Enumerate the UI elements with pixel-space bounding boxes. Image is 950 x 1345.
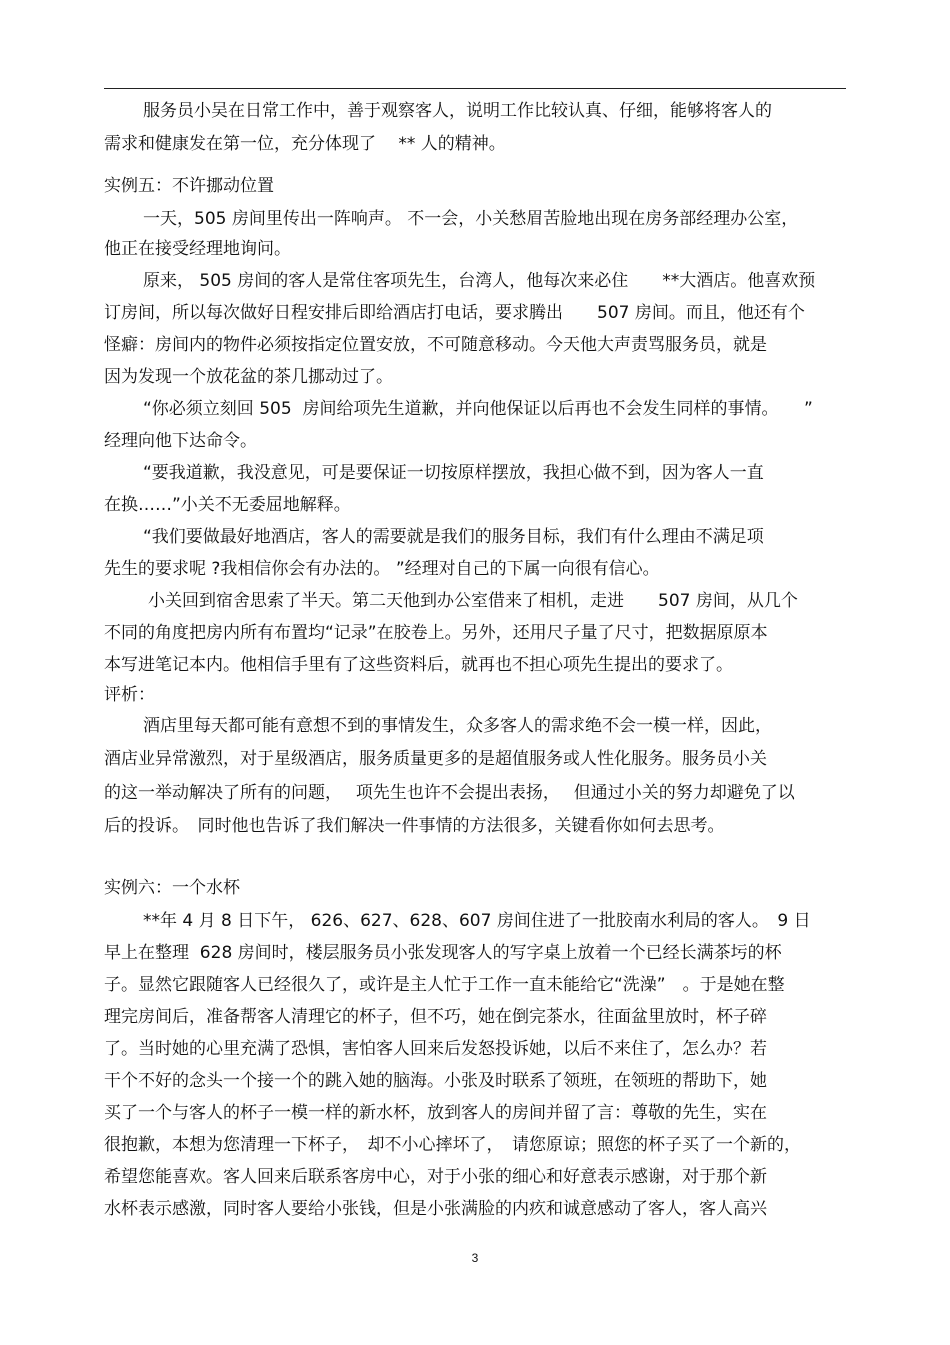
text-line: 的这一举动解决了所有的问题， 项先生也许不会提出表扬， 但通过小关的努力却避免了以 [104, 783, 795, 803]
text-line: 服务员小吴在日常工作中，善于观察客人，说明工作比较认真、仔细，能够将客人的 [143, 101, 772, 121]
text-line: 了。当时她的心里充满了恐惧，害怕客人回来后发怒投诉她，以后不来住了，怎么办？若 [104, 1039, 767, 1059]
text-line: 酒店业异常激烈，对于星级酒店，服务质量更多的是超值服务或人性化服务。服务员小关 [104, 749, 767, 769]
text-line: 不同的角度把房内所有布置均“记录”在胶卷上。另外，还用尺子量了尺寸，把数据原原本 [104, 623, 768, 643]
text-line: 买了一个与客人的杯子一模一样的新水杯，放到客人的房间并留了言：尊敬的先生，实在 [104, 1103, 767, 1123]
text-line: 他正在接受经理地询问。 [104, 239, 291, 259]
text-line: 干个不好的念头一个接一个的跳入她的脑海。小张及时联系了领班，在领班的帮助下，她 [104, 1071, 767, 1091]
section-heading: 实例六：一个水杯 [104, 878, 240, 898]
section-heading: 实例五：不许挪动位置 [104, 176, 274, 196]
text-line: 很抱歉，本想为您清理一下杯子， 却不小心摔坏了， 请您原谅；照您的杯子买了一个新的， [104, 1135, 801, 1155]
text-line: 一天，505 房间里传出一阵响声。 不一会，小关愁眉苦脸地出现在房务部经理办公室， [143, 209, 799, 229]
section-heading: 评析： [104, 685, 155, 705]
text-line: 在换……”小关不无委屈地解释。 [104, 495, 351, 515]
text-line: 订房间，所以每次做好日程安排后即给酒店打电话，要求腾出 507 房间。而且，他还有个 [104, 303, 805, 323]
text-line: 小关回到宿舍思索了半天。第二天他到办公室借来了相机，走进 507 房间，从几个 [148, 591, 798, 611]
text-line: 原来， 505 房间的客人是常住客项先生，台湾人，他每次来必住 **大酒店。他喜欢预 [143, 271, 816, 291]
text-line: 水杯表示感激，同时客人要给小张钱，但是小张满脸的内疚和诚意感动了客人，客人高兴 [104, 1199, 767, 1219]
text-line: 酒店里每天都可能有意想不到的事情发生，众多客人的需求绝不会一模一样，因此， [143, 716, 772, 736]
text-line: 早上在整理 628 房间时，楼层服务员小张发现客人的写字桌上放着一个已经长满茶圬的杯 [104, 943, 782, 963]
header-rule [104, 88, 846, 89]
text-line: “你必须立刻回 505 房间给项先生道歉，并向他保证以后再也不会发生同样的事情。 ” [143, 399, 813, 419]
text-line: “要我道歉，我没意见，可是要保证一切按原样摆放，我担心做不到，因为客人一直 [143, 463, 764, 483]
text-line: **年 4 月 8 日下午， 626、627、628、607 房间住进了一批胶南水利局的客人。 9 日 [143, 911, 811, 931]
text-line: 希望您能喜欢。客人回来后联系客房中心，对于小张的细心和好意表示感谢，对于那个新 [104, 1167, 767, 1187]
text-line: 经理向他下达命令。 [104, 431, 257, 451]
text-line: 本写进笔记本内。他相信手里有了这些资料后，就再也不担心项先生提出的要求了。 [104, 655, 733, 675]
text-line: 理完房间后，准备帮客人清理它的杯子，但不巧，她在倒完茶水，往面盆里放时，杯子碎 [104, 1007, 767, 1027]
text-line: 因为发现一个放花盆的茶几挪动过了。 [104, 367, 393, 387]
text-line: “我们要做最好地酒店，客人的需要就是我们的服务目标，我们有什么理由不满足项 [143, 527, 764, 547]
page-number: 3 [471, 1251, 479, 1265]
text-line: 需求和健康发在第一位，充分体现了 ** 人的精神。 [104, 134, 506, 154]
text-line: 怪癖：房间内的物件必须按指定位置安放，不可随意移动。今天他大声责骂服务员，就是 [104, 335, 767, 355]
text-line: 先生的要求呢 ?我相信你会有办法的。 ”经理对自己的下属一向很有信心。 [104, 559, 660, 579]
text-line: 子。显然它跟随客人已经很久了，或许是主人忙于工作一直未能给它“洗澡” 。于是她在整 [104, 975, 785, 995]
text-line: 后的投诉。 同时他也告诉了我们解决一件事情的方法很多，关键看你如何去思考。 [104, 816, 725, 836]
